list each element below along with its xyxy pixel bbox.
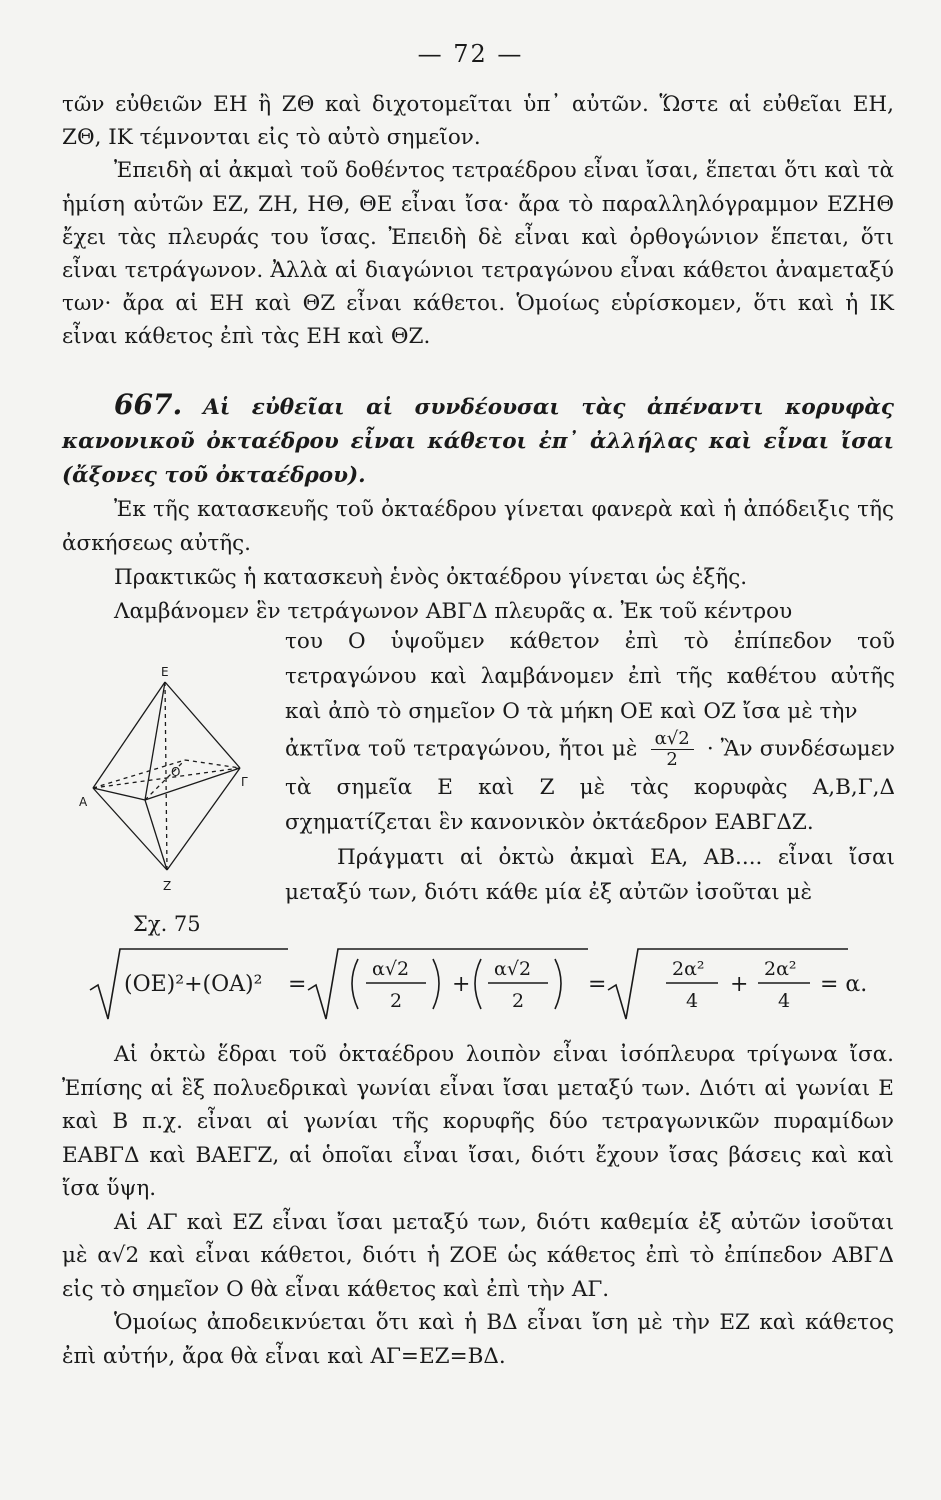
main-formula bbox=[88, 945, 888, 1025]
right-column-text bbox=[285, 624, 895, 910]
formula-den4: 4 bbox=[778, 990, 791, 1012]
formula-eq2: = bbox=[588, 972, 607, 997]
right-col-line3: Πράγματι αἱ ὀκτὼ ἀκμαὶ ΕΑ, ΑΒ.... εἶναι ἴσαι μεταξύ των, διότι κάθε μία ἐξ αὐτῶν ἰσοῦται μὲ bbox=[285, 845, 895, 905]
theorem-title: Αἱ εὐθεῖαι αἱ συνδέουσαι τὰς ἀπέναντι κορυφὰς κανονικοῦ ὀκταέδρου εἶναι κάθετοι ἐπ᾿ ἀλλήλας καὶ εἶναι ἴσαι (ἄξονες τοῦ ὀκταέδρου). bbox=[62, 395, 894, 488]
right-col-line2-pre: ἀκτῖνα τοῦ τετραγώνου, ἤτοι μὲ bbox=[285, 736, 638, 762]
label-E: E bbox=[161, 665, 169, 679]
label-A: A bbox=[79, 795, 88, 809]
formula-result: = α. bbox=[820, 972, 868, 997]
formula-eq1: = bbox=[288, 972, 307, 997]
paragraph-8: Ὁμοίως ἀποδεικνύεται ὅτι καὶ ἡ ΒΔ εἶναι ἴση μὲ τὴν ΕΖ καὶ κάθετος ἐπὶ αὐτήν, ἄρα θὰ εἶναι καὶ ΑΓ=ΕΖ=ΒΔ. bbox=[62, 1310, 894, 1369]
theorem-number: 667. bbox=[114, 388, 183, 421]
paragraph-7: Αἱ ΑΓ καὶ ΕΖ εἶναι ἴσαι μεταξύ των, διότι καθεμία ἐξ αὐτῶν ἰσοῦται μὲ α√2 καὶ εἶναι κάθετοι, διότι ἡ ΖΟΕ ὡς κάθετος ἐπὶ τὸ ἐπίπεδον ΑΒΓΔ εἰς τὸ σημεῖον Ο θὰ εἶναι κάθετος καὶ ἐπὶ τὴν ΑΓ. bbox=[62, 1209, 894, 1302]
octahedron-diagram bbox=[75, 660, 265, 920]
paragraph-1: τῶν εὐθειῶν ΕΗ ἢ ΖΘ καὶ διχοτομεῖται ὑπ᾿ αὐτῶν. Ὥστε αἱ εὐθεῖαι ΕΗ, ΖΘ, ΙΚ τέμνονται εἰς τὸ αὐτὸ σημεῖον. bbox=[62, 92, 894, 151]
formula-den1: 2 bbox=[390, 990, 403, 1012]
paragraph-5: Λαμβάνομεν ἓν τετράγωνον ΑΒΓΔ πλευρᾶς α. Ἐκ τοῦ κέντρου bbox=[114, 599, 793, 624]
formula-num1: α√2 bbox=[372, 958, 410, 980]
formula-num2: α√2 bbox=[494, 958, 532, 980]
top-text-block bbox=[62, 88, 894, 354]
formula-plus: + bbox=[452, 972, 471, 997]
lower-text-block bbox=[62, 1038, 894, 1373]
paragraph-4: Πρακτικῶς ἡ κατασκευὴ ἑνὸς ὀκταέδρου γίνεται ὡς ἑξῆς. bbox=[114, 565, 748, 590]
figure-caption: Σχ. 75 bbox=[133, 912, 201, 936]
formula-den3: 4 bbox=[686, 990, 699, 1012]
theorem-block bbox=[62, 388, 894, 629]
label-G: Γ bbox=[241, 775, 248, 789]
formula-plus2: + bbox=[730, 972, 749, 997]
paragraph-3: Ἐκ τῆς κατασκευῆς τοῦ ὀκταέδρου γίνεται φανερὰ καὶ ἡ ἀπόδειξις τῆς ἀσκήσεως αὐτῆς. bbox=[62, 497, 894, 556]
paragraph-6: Αἱ ὀκτὼ ἕδραι τοῦ ὀκταέδρου λοιπὸν εἶναι ἰσόπλευρα τρίγωνα ἴσα. Ἐπίσης αἱ ἓξ πολυεδρικαὶ γωνίαι εἶναι ἴσαι μεταξύ των. Διότι αἱ γωνίαι Ε καὶ Β π.χ. εἶναι αἱ γωνίαι τῆς κορυφῆς δύο τετραγωνικῶν πυραμίδων ΕΑΒΓΔ καὶ ΒΑΕΓΖ, αἱ ὁποῖαι εἶναι ἴσαι, διότι ἔχουν ἴσας βάσεις καὶ καὶ ἴσα ὕψη. bbox=[62, 1042, 894, 1201]
page-number: — 72 — bbox=[417, 40, 524, 68]
paragraph-2: Ἐπειδὴ αἱ ἀκμαὶ τοῦ δοθέντος τετραέδρου εἶναι ἴσαι, ἕπεται ὅτι καὶ τὰ ἡμίση αὐτῶν ΕΖ, ΖΗ, ΗΘ, ΘΕ εἶναι ἴσα· ἄρα τὸ παραλληλόγραμμον ΕΖΗΘ ἔχει τὰς πλευράς του ἴσας. Ἐπειδὴ δὲ εἶναι καὶ ὀρθογώνιον ἕπεται, ὅτι εἶναι τετράγωνον. Ἀλλὰ αἱ διαγώνιοι τετραγώνου εἶναι κάθετοι ἀναμεταξύ των· ἄρα αἱ ΕΗ καὶ ΘΖ εἶναι κάθετοι. Ὁμοίως εὑρίσκομεν, ὅτι καὶ ἡ ΙΚ εἶναι κάθετος ἐπὶ τὰς ΕΗ καὶ ΘΖ. bbox=[62, 158, 894, 350]
right-col-line1: του Ο ὑψοῦμεν κάθετον ἐπὶ τὸ ἐπίπεδον τοῦ τετραγώνου καὶ λαμβάνομεν ἐπὶ τῆς καθέτου αὐτῆς καὶ ἀπὸ τὸ σημεῖον Ο τὰ μήκη ΟΕ καὶ ΟΖ ἴσα μὲ τὴν bbox=[285, 629, 895, 724]
label-Z: Z bbox=[163, 879, 172, 893]
formula-part1: (ΟΕ)²+(ΟΑ)² bbox=[124, 972, 263, 997]
formula-den2: 2 bbox=[512, 990, 525, 1012]
formula-num3: 2α² bbox=[672, 958, 705, 980]
fraction-a-root2-over-2: $\frac{\alpha√2}{2}$ bbox=[651, 729, 694, 770]
formula-num4: 2α² bbox=[764, 958, 797, 980]
right-col-line2-post: · Ἂν συνδέσωμεν τὰ σημεῖα Ε καὶ Ζ μὲ τὰς κορυφὰς Α,Β,Γ,Δ σχηματίζεται ἓν κανονικὸν ὀκτάεδρον ΕΑΒΓΔΖ. bbox=[285, 736, 895, 835]
label-O: O bbox=[171, 765, 181, 779]
octahedron-figure bbox=[75, 660, 265, 920]
